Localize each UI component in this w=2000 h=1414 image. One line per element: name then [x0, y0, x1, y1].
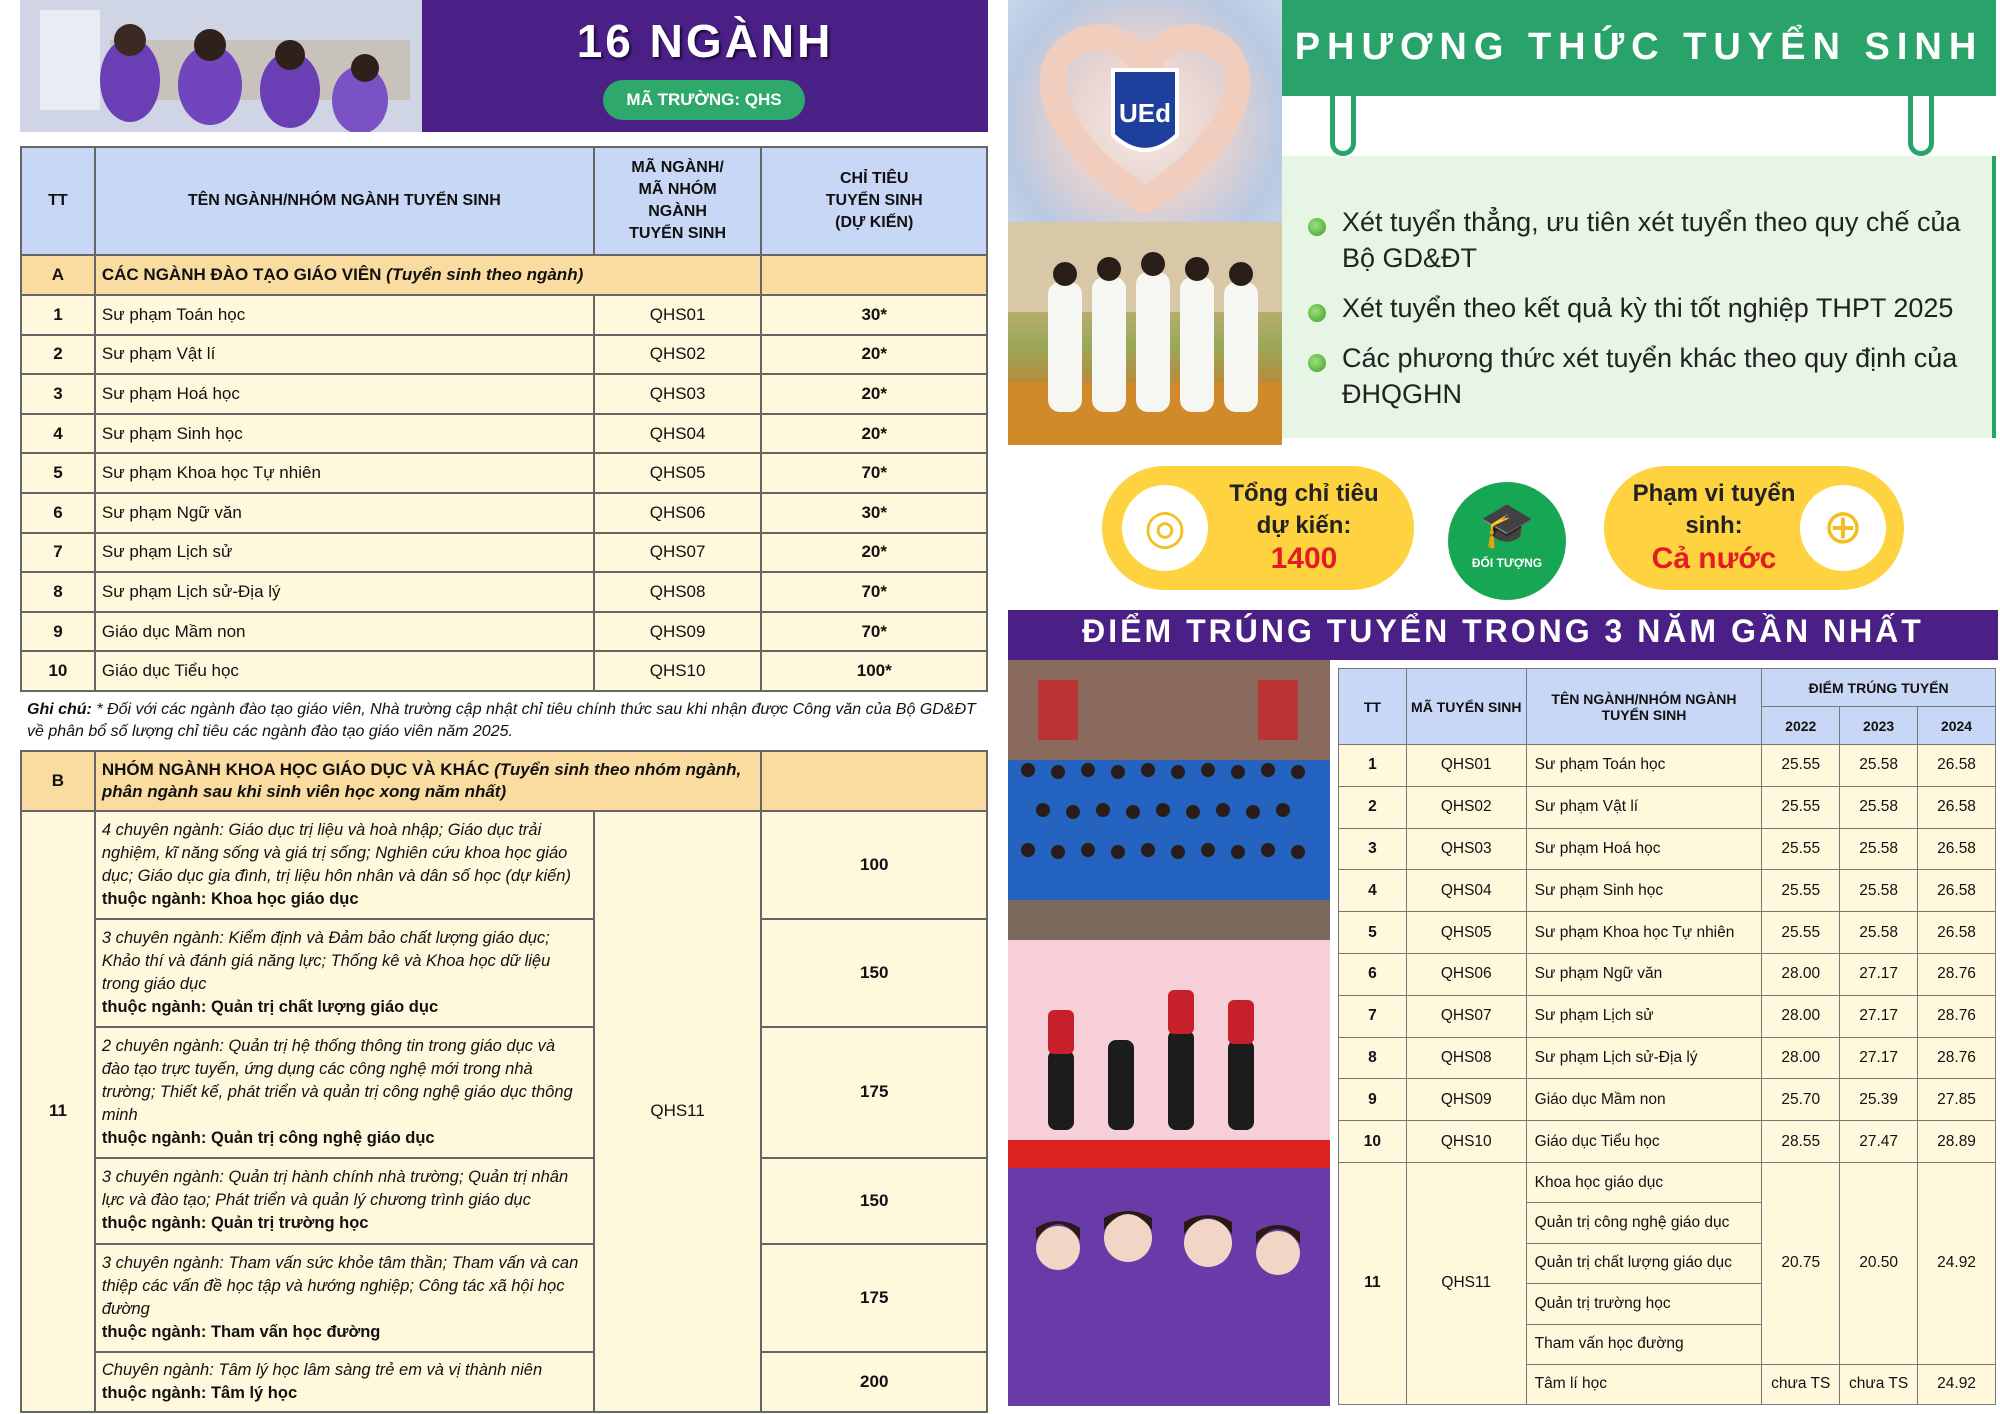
row-score-2023: 27.17: [1840, 995, 1918, 1037]
table-row: [1339, 912, 1996, 954]
row-score-2022: 25.55: [1762, 786, 1840, 828]
heart-logo-illustration: [1008, 0, 1282, 222]
scores-rows: [1339, 745, 1996, 1405]
row-name: Sư phạm Ngữ văn: [95, 493, 594, 533]
row-tt: 5: [1339, 912, 1407, 954]
specialization-desc: 3 chuyên ngành: Tham vấn sức khỏe tâm thần; Tham vấn và can thiệp các vấn đề học tập và hướng nghiệp; Công tác xã hội học đường: [101, 1253, 579, 1318]
row-name: Sư phạm Khoa học Tự nhiên: [95, 453, 594, 493]
school-code-badge: MÃ TRƯỜNG: QHS: [603, 80, 805, 120]
row-name: Sư phạm Vật lí: [1526, 786, 1762, 828]
row-name: Giáo dục Mầm non: [1526, 1079, 1762, 1121]
section-id: B: [21, 751, 95, 811]
row-score-2023: 25.58: [1840, 745, 1918, 787]
heart-hands-logo-photo: [1008, 0, 1282, 222]
row-name: Sư phạm Hoá học: [95, 374, 594, 414]
row-score-2023: 25.58: [1840, 870, 1918, 912]
row-name: Giáo dục Tiểu học: [95, 651, 594, 691]
target-group-label: ĐỐI TƯỢNG: [1471, 556, 1543, 570]
row-code: QHS05: [594, 453, 762, 493]
row-score-2022: 28.00: [1762, 953, 1840, 995]
row-quota: 200: [761, 1352, 987, 1412]
row-tt: 8: [21, 572, 95, 612]
method-item: Xét tuyển theo kết quả kỳ thi tốt nghiệp THPT 2025: [1342, 293, 1954, 323]
note-row: [21, 691, 987, 751]
row-code: QHS01: [594, 295, 762, 335]
row-tt: 2: [21, 335, 95, 375]
row-specialization: [95, 1027, 594, 1158]
row-quota: 100: [761, 811, 987, 919]
row-specialization: [95, 1352, 594, 1412]
ao-dai-illustration: [1008, 222, 1282, 445]
table-row: [21, 612, 987, 652]
row-tt: 10: [21, 651, 95, 691]
row-quota: 20*: [761, 335, 987, 375]
purple-shirts-illustration: [1008, 1168, 1330, 1406]
section-title-text: CÁC NGÀNH ĐÀO TẠO GIÁO VIÊN: [101, 265, 382, 284]
row-specialization: [95, 1244, 594, 1352]
table-row: [21, 335, 987, 375]
row-code: QHS08: [1406, 1037, 1526, 1079]
specialization-desc: 3 chuyên ngành: Quản trị hành chính nhà trường; Quản trị nhân lực và đào tạo; Phát triển và quản lý chương trình giáo dục: [101, 1168, 569, 1210]
specialization-major: thuộc ngành: Tham vấn học đường: [101, 1322, 381, 1341]
header-year-2022: 2022: [1762, 707, 1840, 745]
bullet-icon: [1308, 354, 1326, 372]
row-tt: 8: [1339, 1037, 1407, 1079]
section-title-text: NHÓM NGÀNH KHOA HỌC GIÁO DỤC VÀ KHÁC: [101, 759, 490, 779]
section-empty: [761, 751, 987, 811]
method-item: Các phương thức xét tuyển khác theo quy định của ĐHQGHN: [1342, 343, 1958, 409]
row-name: Tham vấn học đường: [1526, 1324, 1762, 1364]
table-row: [21, 1352, 987, 1412]
row-tt: 10: [1339, 1121, 1407, 1163]
row-tt: 6: [21, 493, 95, 533]
header-score: ĐIỂM TRÚNG TUYỂN: [1762, 669, 1996, 707]
row-score-2024: 26.58: [1918, 745, 1996, 787]
row-name: Giáo dục Mầm non: [95, 612, 594, 652]
row-code: QHS05: [1406, 912, 1526, 954]
row-name: Tâm lí học: [1526, 1364, 1762, 1404]
row-score-2023: chưa TS: [1840, 1364, 1918, 1404]
table-row: [1339, 828, 1996, 870]
row-quota: 70*: [761, 612, 987, 652]
row-score-2022: 25.55: [1762, 912, 1840, 954]
note-cell: [21, 691, 987, 751]
row-name: Sư phạm Lịch sử-Địa lý: [95, 572, 594, 612]
target-group-badge: [1448, 482, 1566, 600]
total-quota-pill: [1102, 466, 1414, 590]
row-code: QHS11: [594, 811, 762, 1412]
row-name: Sư phạm Vật lí: [95, 335, 594, 375]
row-score-2022: 25.55: [1762, 745, 1840, 787]
row-code: QHS02: [1406, 786, 1526, 828]
row-score-2024: 26.58: [1918, 870, 1996, 912]
row-quota: 70*: [761, 572, 987, 612]
students-ao-dai-photo: [1008, 222, 1282, 445]
row-tt: 7: [1339, 995, 1407, 1037]
row-quota: 30*: [761, 295, 987, 335]
row-code: QHS04: [594, 414, 762, 454]
specialization-major: thuộc ngành: Tâm lý học: [101, 1383, 298, 1402]
row-code: QHS07: [594, 533, 762, 573]
section-title-note: (Tuyển sinh theo ngành): [386, 265, 584, 284]
row-score-2022: 28.55: [1762, 1121, 1840, 1163]
row-score-2022: 28.00: [1762, 1037, 1840, 1079]
row-tt: 9: [1339, 1079, 1407, 1121]
row-name: Sư phạm Lịch sử: [1526, 995, 1762, 1037]
row-score-2023: 25.58: [1840, 786, 1918, 828]
header-photo-students: [20, 0, 422, 132]
table-row: [21, 453, 987, 493]
specialization-major: thuộc ngành: Quản trị chất lượng giáo dục: [101, 997, 439, 1016]
row-tt: 5: [21, 453, 95, 493]
row-score-2023: 25.58: [1840, 828, 1918, 870]
row-tt: 1: [21, 295, 95, 335]
scope-label: Phạm vi tuyển sinh:: [1632, 480, 1796, 539]
table-row: [21, 374, 987, 414]
row-quota: 100*: [761, 651, 987, 691]
header-tt: TT: [21, 147, 95, 255]
target-icon: ◎: [1122, 485, 1208, 571]
row-code: QHS06: [1406, 953, 1526, 995]
row-score-2024: 28.76: [1918, 995, 1996, 1037]
section-title: [95, 255, 762, 295]
section-a-row: [21, 255, 987, 295]
table-row: [21, 493, 987, 533]
section-b-rows: [21, 811, 987, 1412]
row-code: QHS09: [594, 612, 762, 652]
row-code: QHS10: [1406, 1121, 1526, 1163]
row-score-2024: 26.58: [1918, 912, 1996, 954]
table-row: [1339, 1121, 1996, 1163]
header-name: TÊN NGÀNH/NHÓM NGÀNH TUYỂN SINH: [1526, 669, 1762, 745]
row-quota: 150: [761, 919, 987, 1027]
row-score-2022: 25.55: [1762, 870, 1840, 912]
row-name: Sư phạm Khoa học Tự nhiên: [1526, 912, 1762, 954]
row-name: Quản trị trường học: [1526, 1284, 1762, 1324]
scope-pill: [1604, 466, 1904, 590]
row-score-2024: 24.92: [1918, 1364, 1996, 1404]
hanger-hook-icon: [1330, 96, 1356, 156]
students-heart-hands-photo: [1008, 1168, 1330, 1406]
hanger-hook-icon: [1908, 96, 1934, 156]
specialization-desc: 2 chuyên ngành: Quản trị hệ thống thông tin trong giáo dục và đào tạo trực tuyến, ứng dụng các công nghệ mới trong nhà trường; Thiết kế, phát triển và quản trị công nghệ giáo dục thông minh: [101, 1036, 573, 1124]
section-empty: [761, 255, 987, 295]
row-tt: 9: [21, 612, 95, 652]
table-row: [1339, 870, 1996, 912]
total-quota-label: Tổng chỉ tiêu dự kiến:: [1229, 480, 1379, 539]
row-score-2022: chưa TS: [1762, 1364, 1840, 1404]
row-quota: 20*: [761, 374, 987, 414]
row-tt: 6: [1339, 953, 1407, 995]
crosshair-icon: ⊕: [1800, 485, 1886, 571]
table-row: [21, 1244, 987, 1352]
row-score-2023: 25.58: [1840, 912, 1918, 954]
row-score-2024: 26.58: [1918, 828, 1996, 870]
section-a-rows: [21, 295, 987, 691]
table-row: [1339, 1162, 1996, 1202]
header-year-2023: 2023: [1840, 707, 1918, 745]
method-item: Xét tuyển thẳng, ưu tiên xét tuyển theo quy chế của Bộ GD&ĐT: [1342, 207, 1961, 273]
header-tt: TT: [1339, 669, 1407, 745]
dance-performance-photo: [1008, 940, 1330, 1168]
row-score-2024: 27.85: [1918, 1079, 1996, 1121]
row-code: QHS10: [594, 651, 762, 691]
row-score-2022: 20.75: [1762, 1162, 1840, 1364]
row-score-2022: 28.00: [1762, 995, 1840, 1037]
table-row: [21, 811, 987, 919]
specialization-desc: 3 chuyên ngành: Kiểm định và Đảm bảo chất lượng giáo dục; Khảo thí và đánh giá năng lực; Thống kê và Khoa học dữ liệu trong giáo dục: [101, 928, 551, 993]
row-name: Sư phạm Sinh học: [1526, 870, 1762, 912]
row-score-2024: 28.89: [1918, 1121, 1996, 1163]
row-quota: 20*: [761, 414, 987, 454]
row-specialization: [95, 1158, 594, 1244]
row-score-2024: 28.76: [1918, 953, 1996, 995]
row-quota: 30*: [761, 493, 987, 533]
scope-value: Cả nước: [1651, 542, 1777, 575]
methods-box: [1282, 156, 1996, 438]
row-quota: 70*: [761, 453, 987, 493]
row-code: QHS04: [1406, 870, 1526, 912]
row-code: QHS11: [1406, 1162, 1526, 1404]
row-score-2023: 20.50: [1840, 1162, 1918, 1364]
table-row: [21, 1027, 987, 1158]
header-quota: CHỈ TIÊU TUYỂN SINH (DỰ KIẾN): [761, 147, 987, 255]
table-row: [1339, 953, 1996, 995]
bullet-icon: [1308, 218, 1326, 236]
table-row: [21, 572, 987, 612]
row-specialization: [95, 811, 594, 919]
row-code: QHS07: [1406, 995, 1526, 1037]
row-quota: 20*: [761, 533, 987, 573]
row-name: Sư phạm Sinh học: [95, 414, 594, 454]
table-row: [21, 414, 987, 454]
row-score-2024: 26.58: [1918, 786, 1996, 828]
table-row: [1339, 1037, 1996, 1079]
graduate-icon: 🎓: [1479, 501, 1535, 550]
logo-text: UEd: [1119, 98, 1171, 128]
row-code: QHS02: [594, 335, 762, 375]
row-name: Sư phạm Lịch sử-Địa lý: [1526, 1037, 1762, 1079]
row-name: Sư phạm Lịch sử: [95, 533, 594, 573]
row-code: QHS01: [1406, 745, 1526, 787]
row-name: Sư phạm Toán học: [1526, 745, 1762, 787]
specialization-major: thuộc ngành: Quản trị trường học: [101, 1214, 369, 1233]
page-title: 16 NGÀNH: [576, 15, 834, 67]
row-score-2024: 24.92: [1918, 1162, 1996, 1364]
table-row: [1339, 1079, 1996, 1121]
row-name: Sư phạm Hoá học: [1526, 828, 1762, 870]
row-score-2022: 25.70: [1762, 1079, 1840, 1121]
note-text: * Đối với các ngành đào tạo giáo viên, Nhà trường cập nhật chỉ tiêu chính thức sau khi nhận được Công văn của Bộ GD&ĐT về phân bổ số lượng chỉ tiêu các ngành đào tạo giáo viên năm 2025.: [27, 700, 976, 740]
row-quota: 150: [761, 1158, 987, 1244]
table-row: [21, 651, 987, 691]
row-tt: 3: [1339, 828, 1407, 870]
row-code: QHS03: [1406, 828, 1526, 870]
specialization-desc: 4 chuyên ngành: Giáo dục trị liệu và hoà nhập; Giáo dục trải nghiệm, kĩ năng sống và giá trị sống; Nghiên cứu khoa học giáo dục; Giáo dục gia đình, trị liệu hôn nhân và dân số học (dự kiến): [101, 820, 571, 885]
group-photo-illustration: [1008, 660, 1330, 940]
table-row: [1339, 745, 1996, 787]
admission-scores-table: [1338, 668, 1996, 1405]
header-name: TÊN NGÀNH/NHÓM NGÀNH TUYỂN SINH: [95, 147, 594, 255]
scores-title: ĐIỂM TRÚNG TUYỂN TRONG 3 NĂM GẦN NHẤT: [1082, 613, 1924, 649]
row-score-2023: 27.17: [1840, 1037, 1918, 1079]
students-photo-illustration: [20, 0, 422, 132]
row-tt: 7: [21, 533, 95, 573]
header-year-2024: 2024: [1918, 707, 1996, 745]
section-title-note: (Tuyển sinh theo nhóm ngành, phân ngành sau khi sinh viên học xong năm nhất): [101, 759, 742, 801]
row-tt: 11: [1339, 1162, 1407, 1404]
row-tt: 2: [1339, 786, 1407, 828]
row-score-2023: 27.17: [1840, 953, 1918, 995]
row-score-2023: 27.47: [1840, 1121, 1918, 1163]
row-name: Quản trị công nghệ giáo dục: [1526, 1203, 1762, 1243]
table-row: [21, 919, 987, 1027]
scores-header-row: [1339, 669, 1996, 707]
bullet-icon: [1308, 304, 1326, 322]
specialization-major: thuộc ngành: Quản trị công nghệ giáo dục: [101, 1128, 435, 1147]
methods-title: PHƯƠNG THỨC TUYỂN SINH: [1294, 26, 1984, 68]
row-code: QHS09: [1406, 1079, 1526, 1121]
specialization-desc: Chuyên ngành: Tâm lý học lâm sàng trẻ em và vị thành niên: [101, 1360, 543, 1379]
table-row: [1339, 786, 1996, 828]
row-tt: 4: [21, 414, 95, 454]
table-header-row: [21, 147, 987, 255]
row-name: Sư phạm Ngữ văn: [1526, 953, 1762, 995]
row-tt: 3: [21, 374, 95, 414]
table-row: [21, 295, 987, 335]
row-tt: 1: [1339, 745, 1407, 787]
row-name: Giáo dục Tiểu học: [1526, 1121, 1762, 1163]
row-tt: 11: [21, 811, 95, 1412]
admission-quota-table: [20, 146, 988, 1413]
row-quota: 175: [761, 1244, 987, 1352]
total-quota-value: 1400: [1270, 542, 1338, 575]
row-specialization: [95, 919, 594, 1027]
row-name: Khoa học giáo dục: [1526, 1162, 1762, 1202]
table-row: [21, 533, 987, 573]
row-code: QHS03: [594, 374, 762, 414]
dance-illustration: [1008, 940, 1330, 1168]
section-b-row: [21, 751, 987, 811]
row-tt: 4: [1339, 870, 1407, 912]
row-name: Quản trị chất lượng giáo dục: [1526, 1243, 1762, 1283]
row-score-2022: 25.55: [1762, 828, 1840, 870]
group-photo-blue-shirts: [1008, 660, 1330, 940]
section-title: [95, 751, 762, 811]
note-label: Ghi chú:: [27, 700, 92, 718]
table-row: [21, 1158, 987, 1244]
specialization-major: thuộc ngành: Khoa học giáo dục: [101, 889, 359, 908]
section-id: A: [21, 255, 95, 295]
header-code: MÃ NGÀNH/ MÃ NHÓM NGÀNH TUYỂN SINH: [594, 147, 762, 255]
row-score-2024: 28.76: [1918, 1037, 1996, 1079]
row-code: QHS08: [594, 572, 762, 612]
row-score-2023: 25.39: [1840, 1079, 1918, 1121]
header-code: MÃ TUYỂN SINH: [1406, 669, 1526, 745]
row-code: QHS06: [594, 493, 762, 533]
row-name: Sư phạm Toán học: [95, 295, 594, 335]
table-row: [1339, 995, 1996, 1037]
row-quota: 175: [761, 1027, 987, 1158]
